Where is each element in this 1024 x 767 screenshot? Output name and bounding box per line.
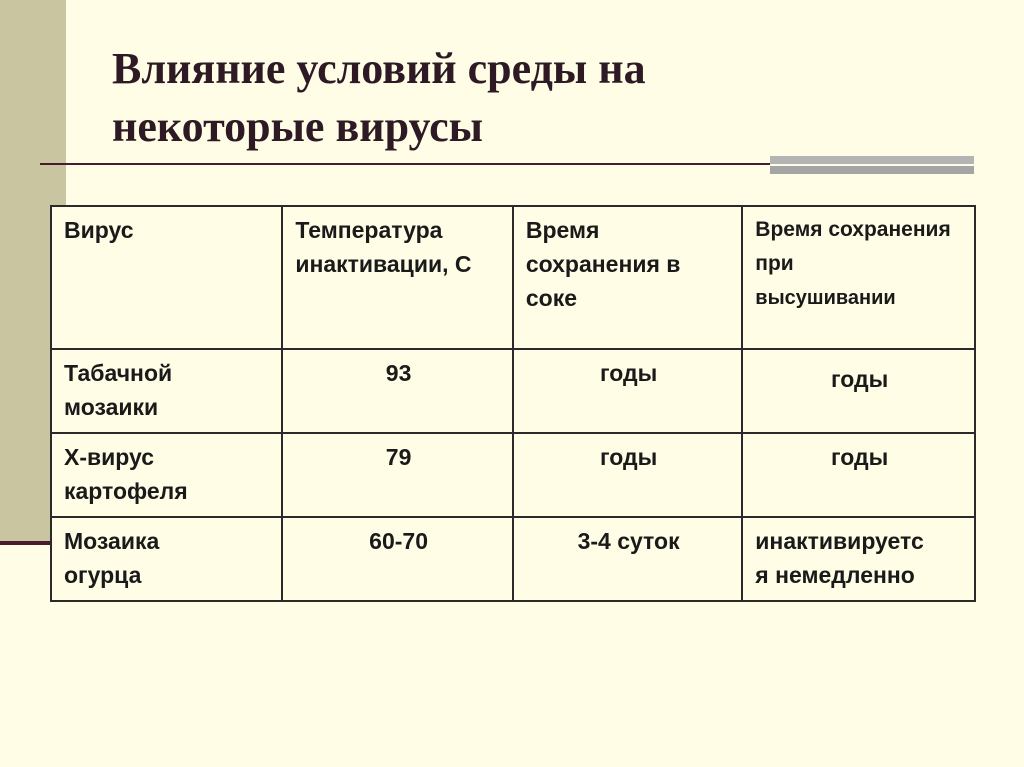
temperature-cell: 79 bbox=[282, 433, 513, 517]
virus-name-line2: картофеля bbox=[64, 478, 188, 504]
header-virus: Вирус bbox=[51, 206, 282, 349]
accent-bar-bottom bbox=[770, 166, 974, 174]
virus-name-line1: Мозаика bbox=[64, 528, 160, 554]
dried-storage-cell: годы bbox=[742, 433, 975, 517]
virus-name-line1: Табачной bbox=[64, 360, 173, 386]
slide-title-line1: Влияние условий среды на bbox=[112, 44, 646, 93]
dried-storage-line2: я немедленно bbox=[755, 562, 915, 588]
virus-name-cell bbox=[51, 433, 282, 517]
table-row bbox=[51, 517, 975, 601]
dried-storage-cell bbox=[742, 517, 975, 601]
header-juice-storage: Время сохранения в соке bbox=[513, 206, 742, 349]
table-row bbox=[51, 433, 975, 517]
dried-storage-cell bbox=[742, 349, 975, 433]
virus-name-cell bbox=[51, 517, 282, 601]
temperature-cell: 93 bbox=[282, 349, 513, 433]
title-underline bbox=[40, 163, 770, 165]
table-header-row bbox=[51, 206, 975, 349]
header-dried-line1: Время сохранения при bbox=[755, 218, 951, 275]
virus-name-line2: огурца bbox=[64, 562, 142, 588]
juice-storage-cell: годы bbox=[513, 433, 742, 517]
dried-storage-value: годы bbox=[831, 366, 889, 392]
title-accent-bars bbox=[770, 156, 974, 176]
virus-name-line2: мозаики bbox=[64, 394, 159, 420]
virus-table bbox=[50, 205, 976, 602]
header-temperature: Температура инактивации, С bbox=[282, 206, 513, 349]
temperature-cell: 60-70 bbox=[282, 517, 513, 601]
juice-storage-cell: 3-4 суток bbox=[513, 517, 742, 601]
virus-name-cell bbox=[51, 349, 282, 433]
dried-storage-line1: инактивируетс bbox=[755, 528, 924, 554]
slide-title-line2: некоторые вирусы bbox=[112, 102, 483, 151]
accent-bar-top bbox=[770, 156, 974, 164]
virus-name-line1: Х-вирус bbox=[64, 444, 155, 470]
slide-title bbox=[112, 40, 912, 156]
juice-storage-cell: годы bbox=[513, 349, 742, 433]
header-dried-line2: высушивании bbox=[755, 287, 896, 309]
header-dried-storage bbox=[742, 206, 975, 349]
table-row bbox=[51, 349, 975, 433]
